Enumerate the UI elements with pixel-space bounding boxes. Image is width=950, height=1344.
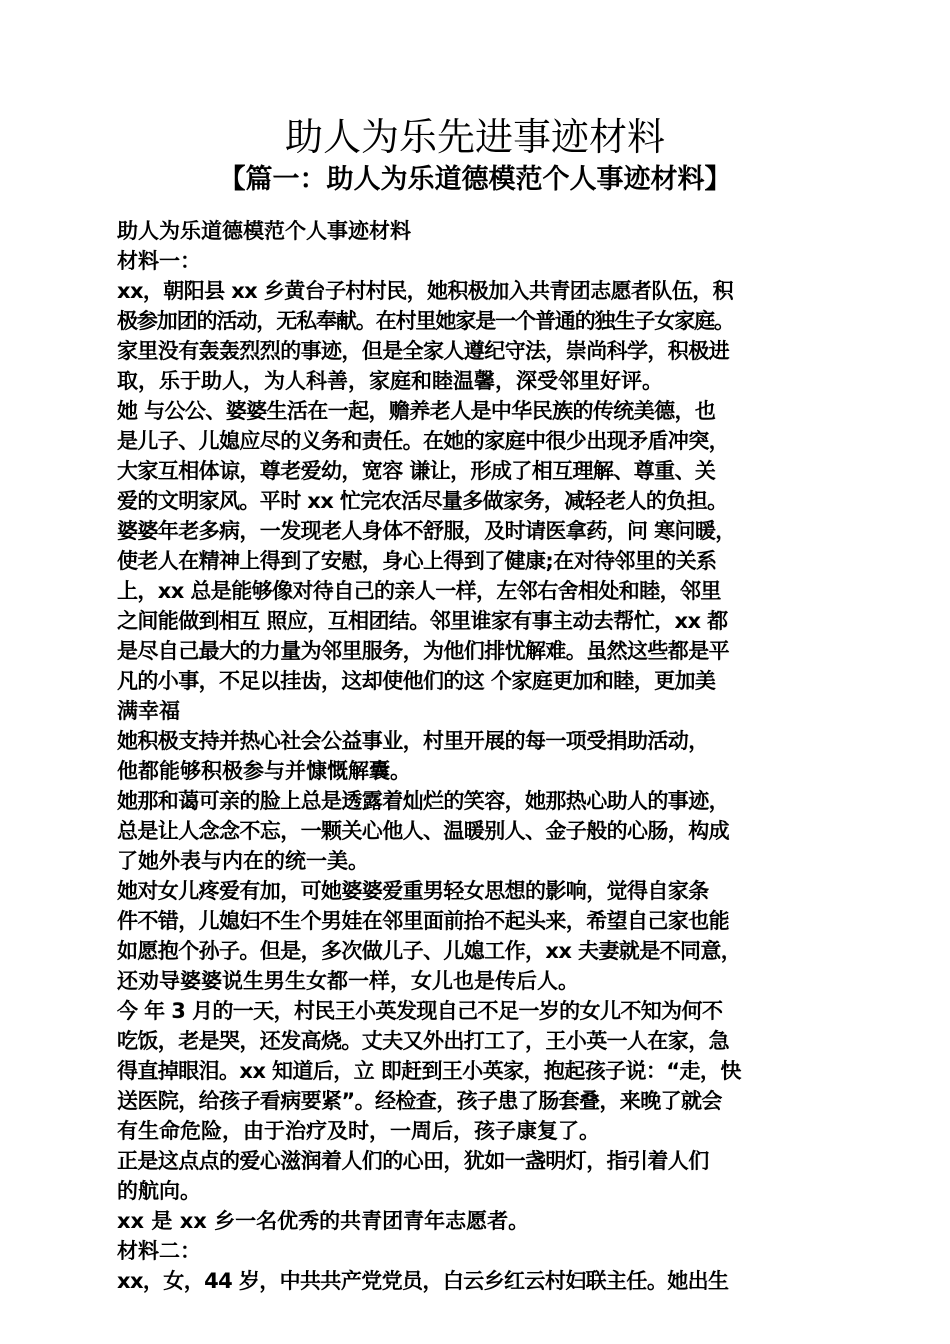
document-body [117,216,847,1296]
body-line: 她积极支持并热心社会公益事业，村里开展的每一项受捐助活动， [117,729,709,753]
body-line: 了她外表与内在的统一美。 [117,849,369,873]
document-title: 助人为乐先进事迹材料 [284,115,665,159]
body-line: 送医院，给孩子看病要紧”。经检查，孩子患了肠套叠，来晚了就会 [117,1089,722,1113]
body-line: 有生命危险，由于治疗及时，一周后，孩子康复了。 [117,1119,600,1143]
body-line: 婆婆年老多病，一发现老人身体不舒服，及时请医拿药，问 寒问暖， [117,519,736,543]
body-line: 今 年 3 月的一天，村民王小英发现自己不足一岁的女儿不知为何不 [117,999,723,1023]
body-line: 满幸福 [117,699,180,723]
body-line: 她对女儿疼爱有加，可她婆婆爱重男轻女思想的影响，觉得自家条 [117,879,709,903]
material-label: 材料一： [117,249,201,273]
body-line: 是尽自己最大的力量为邻里服务，为他们排忧解难。虽然这些都是平 [117,639,729,663]
body-line: xx 是 xx 乡一名优秀的共青团青年志愿者。 [117,1209,530,1233]
body-line: 得直掉眼泪。xx 知道后，立 即赶到王小英家，抱起孩子说：“走，快 [117,1059,741,1083]
body-line: 之间能做到相互 照应，互相团结。邻里谁家有事主动去帮忙，xx 都 [117,609,728,633]
material-label: 材料二： [117,1239,201,1263]
section-heading: 助人为乐道德模范个人事迹材料 [117,219,411,243]
body-line: 他都能够积极参与并慷慨解囊。 [117,759,411,783]
body-line: 使老人在精神上得到了安慰，身心上得到了健康;在对待邻里的关系 [117,549,717,573]
body-line: 如愿抱个孙子。但是，多次做儿子、儿媳工作，xx 夫妻就是不同意， [117,939,742,963]
body-line: 总是让人念念不忘，一颗关心他人、温暖别人、金子般的心肠，构成 [117,819,729,843]
body-line: 她那和蔼可亲的脸上总是透露着灿烂的笑容，她那热心助人的事迹， [117,789,729,813]
body-line: 大家互相体谅，尊老爱幼，宽容 谦让，形成了相互理解、尊重、关 [117,459,716,483]
body-line: 上，xx 总是能够像对待自己的亲人一样，左邻右舍相处和睦，邻里 [117,579,721,603]
body-line: 极参加团的活动，无私奉献。在村里她家是一个普通的独生子女家庭。 [117,309,734,333]
body-line: 爱的文明家风。平时 xx 忙完农活尽量多做家务，减轻老人的负担。 [117,489,728,513]
body-line: 取，乐于助人，为人科善，家庭和睦温馨，深受邻里好评。 [117,369,663,393]
body-line: 吃饭，老是哭，还发高烧。丈夫又外出打工了，王小英一人在家，急 [117,1029,729,1053]
body-line: 正是这点点的爱心滋润着人们的心田，犹如一盏明灯，指引着人们 [117,1149,709,1173]
body-line: 的航向。 [117,1179,201,1203]
body-line: 家里没有轰轰烈烈的事迹，但是全家人遵纪守法，崇尚科学，积极进 [117,339,729,363]
body-line: xx，女，44 岁，中共共产党党员，白云乡红云村妇联主任。她出生 [117,1269,729,1293]
body-line: 凡的小事，不足以挂齿，这却使他们的这 个家庭更加和睦，更加美 [117,669,716,693]
document-subtitle: 【篇一：助人为乐道德模范个人事迹材料】 [218,164,732,195]
body-line: 她 与公公、婆婆生活在一起，赡养老人是中华民族的传统美德，也 [117,399,716,423]
body-line: 是儿子、儿媳应尽的义务和责任。在她的家庭中很少出现矛盾冲突， [117,429,729,453]
body-line: 件不错，儿媳妇不生个男娃在邻里面前抬不起头来，希望自己家也能 [117,909,729,933]
body-line: 还劝导婆婆说生男生女都一样，女儿也是传后人。 [117,969,579,993]
body-line: xx，朝阳县 xx 乡黄台子村村民，她积极加入共青团志愿者队伍，积 [117,279,734,303]
